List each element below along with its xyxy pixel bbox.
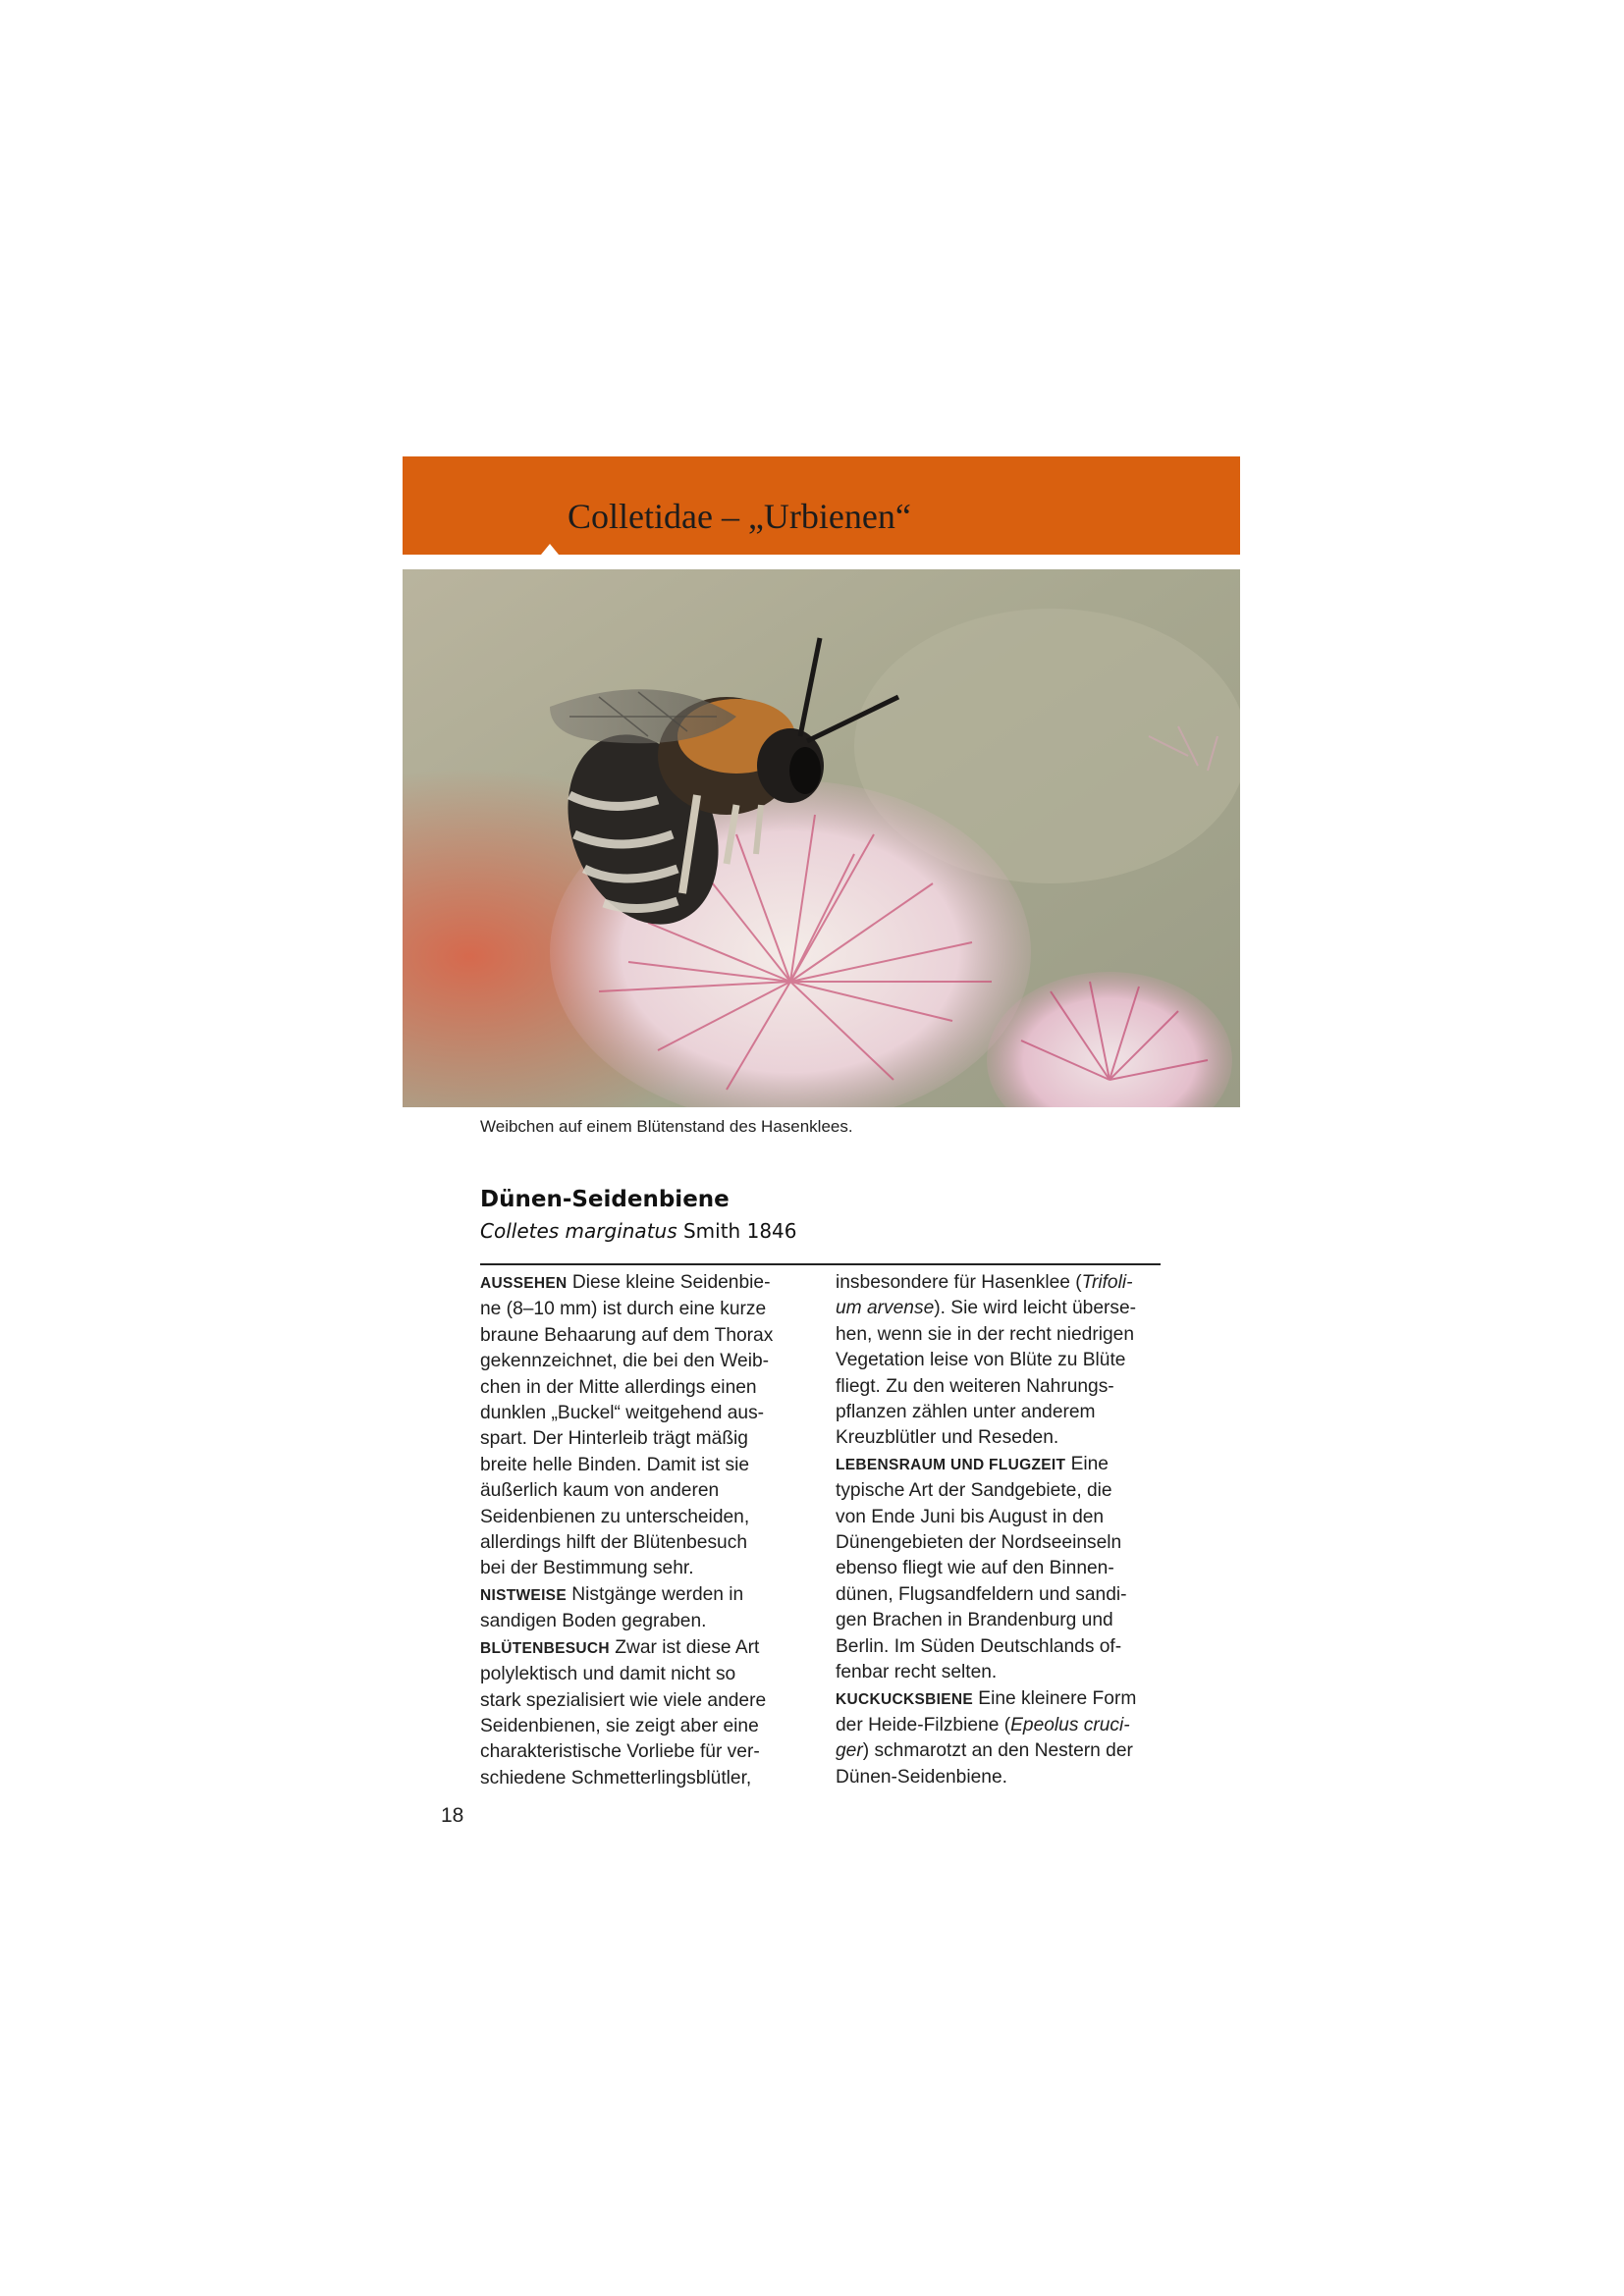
text-column-right — [836, 1270, 1160, 1790]
text-span: ) schmarotzt an den Nestern der — [862, 1740, 1133, 1762]
page-number: 18 — [441, 1804, 464, 1827]
italic-span: um arvense — [836, 1298, 935, 1319]
text-line: allerdings hilft der Blütenbesuch — [480, 1532, 747, 1554]
text-line: Seidenbienen zu unterscheiden, — [480, 1506, 750, 1527]
text-line — [480, 1635, 804, 1662]
text-span: insbesondere für Hasenklee ( — [836, 1272, 1082, 1293]
text-line — [836, 1270, 1160, 1296]
text-line: äußerlich kaum von anderen — [480, 1480, 720, 1502]
text-span: ). Sie wird leicht überse- — [934, 1298, 1137, 1319]
italic-span: Epeolus cruci- — [1010, 1714, 1130, 1735]
text-line: spart. Der Hinterleib trägt mäßig — [480, 1428, 748, 1450]
italic-span: ger — [836, 1740, 863, 1762]
text-line: Kreuzblütler und Reseden. — [836, 1427, 1059, 1449]
species-authority: Smith 1846 — [682, 1219, 797, 1243]
chapter-title: Colletidae – „Urbienen“ — [568, 497, 911, 536]
bee-on-clover-photo — [403, 569, 1240, 1107]
text-line: breite helle Binden. Damit ist sie — [480, 1454, 750, 1475]
text-line: chen in der Mitte allerdings einen — [480, 1376, 757, 1398]
section-heading-lebensraum: LEBENSRAUM UND FLUGZEIT — [836, 1456, 1066, 1473]
text-line: dunklen „Buckel“ weitgehend aus- — [480, 1403, 765, 1424]
text-span: Diese kleine Seidenbie- — [567, 1272, 771, 1293]
text-line: gekennzeichnet, die bei den Weib- — [480, 1351, 770, 1372]
text-span: Eine kleinere Form — [972, 1687, 1137, 1709]
text-line: Vegetation leise von Blüte zu Blüte — [836, 1350, 1126, 1371]
species-scientific-line — [480, 1219, 797, 1243]
text-line: Seidenbienen, sie zeigt aber eine — [480, 1715, 759, 1736]
text-line: ebenso fliegt wie auf den Binnen- — [836, 1558, 1114, 1579]
text-line: Dünen-Seidenbiene. — [836, 1766, 1007, 1788]
text-line: charakteristische Vorliebe für ver- — [480, 1741, 760, 1763]
photo-caption: Weibchen auf einem Blütenstand des Hasenklees. — [480, 1117, 853, 1136]
text-line: dünen, Flugsandfeldern und sandi- — [836, 1583, 1127, 1605]
section-heading-kuckucksbiene: KUCKUCKSBIENE — [836, 1690, 973, 1708]
text-line: schiedene Schmetterlingsblütler, — [480, 1767, 752, 1789]
text-line — [480, 1270, 804, 1297]
species-common-name: Dünen-Seidenbiene — [480, 1187, 730, 1212]
text-line: hen, wenn sie in der recht niedrigen — [836, 1323, 1134, 1345]
text-span: Zwar ist diese Art — [609, 1636, 760, 1658]
text-line — [836, 1738, 1160, 1764]
section-heading-aussehen: AUSSEHEN — [480, 1275, 568, 1292]
text-line: fliegt. Zu den weiteren Nahrungs- — [836, 1375, 1114, 1397]
text-line — [836, 1713, 1160, 1738]
text-line: fenbar recht selten. — [836, 1662, 998, 1683]
text-line: pflanzen zählen unter anderem — [836, 1402, 1096, 1423]
text-line — [836, 1296, 1160, 1321]
text-line: sandigen Boden gegraben. — [480, 1611, 707, 1632]
text-line: polylektisch und damit nicht so — [480, 1664, 736, 1685]
text-line — [836, 1452, 1160, 1478]
section-heading-bluetenbesuch: BLÜTENBESUCH — [480, 1639, 610, 1657]
text-line: typische Art der Sandgebiete, die — [836, 1480, 1112, 1502]
species-scientific-name: Colletes marginatus — [480, 1219, 677, 1243]
text-line: Berlin. Im Süden Deutschlands of- — [836, 1635, 1122, 1657]
text-line — [480, 1582, 804, 1609]
text-span: Nistgänge werden in — [566, 1583, 744, 1605]
text-line — [836, 1686, 1160, 1713]
chapter-header-bar — [403, 456, 1240, 555]
heading-rule — [480, 1263, 1161, 1265]
text-line: bei der Bestimmung sehr. — [480, 1558, 694, 1579]
text-span: Eine — [1065, 1453, 1109, 1474]
italic-span: Trifoli- — [1081, 1272, 1133, 1293]
text-line: von Ende Juni bis August in den — [836, 1506, 1105, 1527]
section-heading-nistweise: NISTWEISE — [480, 1586, 567, 1604]
text-span: der Heide-Filzbiene ( — [836, 1714, 1011, 1735]
text-line: stark spezialisiert wie viele andere — [480, 1689, 767, 1711]
text-line: gen Brachen in Brandenburg und — [836, 1610, 1113, 1631]
text-line: braune Behaarung auf dem Thorax — [480, 1324, 774, 1346]
text-column-left — [480, 1270, 804, 1791]
text-line: ne (8–10 mm) ist durch eine kurze — [480, 1299, 767, 1320]
text-line: Dünengebieten der Nordseeinseln — [836, 1532, 1122, 1554]
header-notch — [541, 544, 559, 555]
